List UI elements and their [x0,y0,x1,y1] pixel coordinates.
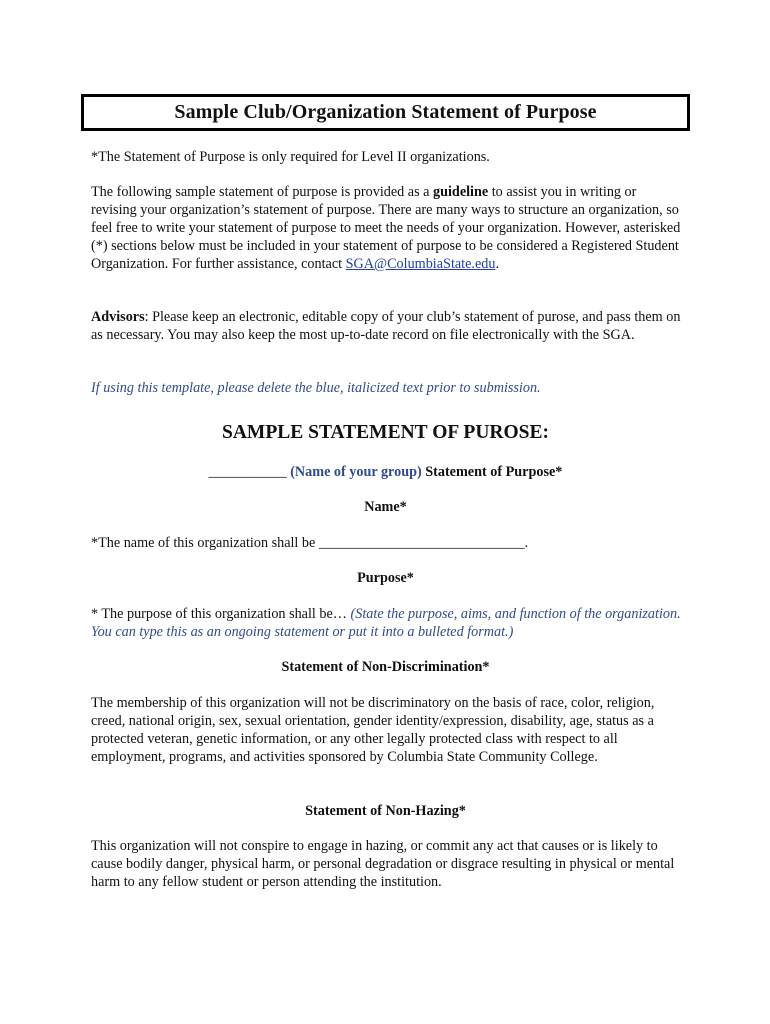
non-hazing-heading: Statement of Non-Hazing* [305,803,466,819]
sample-statement-heading: SAMPLE STATEMENT OF PUROSE: [221,422,550,443]
intro-text-end: . [495,256,499,272]
advisors-text: : Please keep an electronic, editable copy of your club’s statement of purose, and pass them on as necessary. You may also keep the most up-to-date record on file electronically with the SGA. [91,309,681,343]
group-name-line [81,463,690,481]
group-line-suffix: Statement of Purpose* [425,464,563,480]
intro-text-body: to assist you in writing or revising your organization’s statement of purpose. There are many ways to structure an organization, so feel free to write your statement of purpose to meet the needs of your organization. However, asterisked (*) sections below must be included in your statement of purpose to be considered a Registered Student Organization. For further assistance, contact [91,184,681,272]
purpose-section-paragraph [91,605,681,641]
non-discrimination-heading: Statement of Non-Discrimination* [281,659,490,675]
group-name-hint: (Name of your group) [290,464,422,480]
non-hazing-text: This organization will not conspire to engage in hazing, or commit any act that causes or is likely to cause bodily danger, physical harm, or personal degradation or disgrace resulting in physical or mental harm to any fellow student or person attending the institution. [91,838,675,890]
level-two-note: *The Statement of Purpose is only required for Level II organizations. [91,149,490,165]
intro-paragraph [91,183,681,273]
advisors-paragraph [91,308,681,344]
document-title: Sample Club/Organization Statement of Purpose [174,101,597,123]
sga-email-link[interactable]: SGA@ColumbiaState.edu [345,256,496,272]
intro-guideline-bold: guideline [433,184,489,200]
advisors-label: Advisors [91,309,145,325]
non-discrimination-text: The membership of this organization will not be discriminatory on the basis of race, color, religion, creed, national origin, sex, sexual orientation, gender identity/expression, disability, age, status as a protected veteran, genetic information, or any other legally protected class with respect to all employment, programs, and activities sponsored by Columbia State Community College. [91,695,655,765]
template-instruction: If using this template, please delete the blue, italicized text prior to submission. [91,380,541,396]
name-section-text: *The name of this organization shall be _____________________________. [91,535,529,551]
purpose-section-text: * The purpose of this organization shall be… [91,606,351,622]
name-section-heading: Name* [364,499,407,515]
purpose-section-hint: (State the purpose, aims, and function of the organization. You can type this as an ongoing statement or put it into a bulleted format.) [91,606,681,640]
title-box [81,94,690,131]
purpose-section-heading: Purpose* [357,570,414,586]
group-name-blank: ___________ [208,464,287,480]
intro-text-start: The following sample statement of purpose is provided as a [91,184,433,200]
